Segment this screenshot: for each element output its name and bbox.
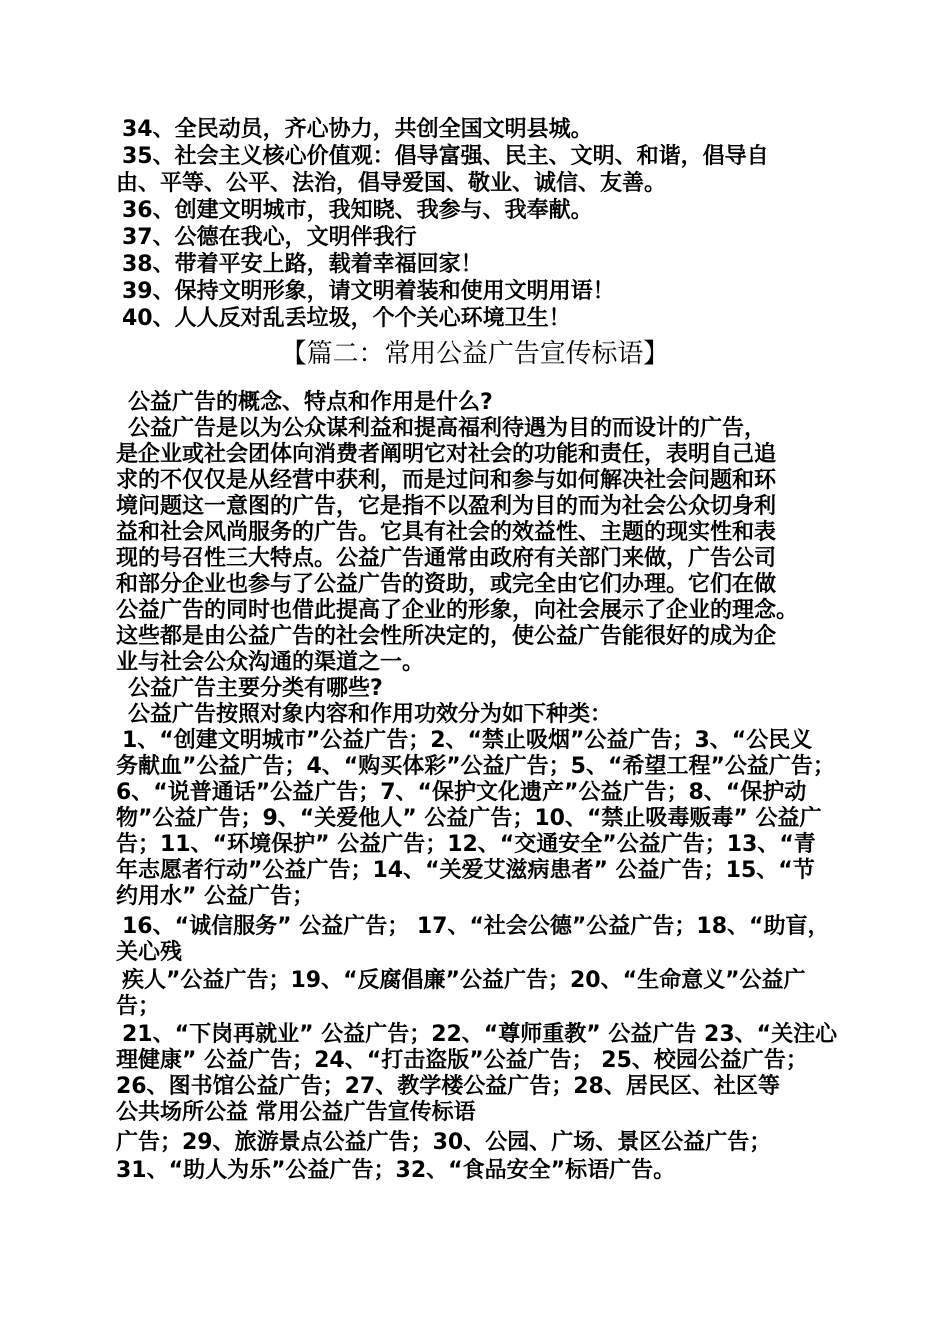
question-heading: 公益广告主要分类有哪些?: [128, 676, 383, 701]
body-line: 公益广告按照对象内容和作用功效分为如下种类：: [128, 702, 613, 727]
body-line: 告；: [116, 994, 161, 1019]
body-line: 31、“助人为乐”公益广告；32、“食品安全”标语广告。: [116, 1158, 676, 1183]
body-line: 广告；29、旅游景点公益广告；30、公园、广场、景区公益广告；: [116, 1130, 772, 1155]
body-line: 务献血”公益广告；4、“购买体彩”公益广告；5、“希望工程”公益广告；: [116, 754, 835, 779]
section-title: 【篇二：常用公益广告宣传标语】: [280, 339, 670, 369]
body-line: 现的号召性三大特点。公益广告通常由政府有关部门来做，广告公司: [116, 546, 777, 571]
body-line: 年志愿者行动”公益广告；14、“关爱艾滋病患者” 公益广告；15、“节: [116, 858, 815, 883]
slogan-line: 37、公德在我心，文明伴我行: [122, 225, 417, 250]
body-line: 公益广告的同时也借此提高了企业的形象，向社会展示了企业的理念。: [116, 598, 799, 623]
body-line: 理健康” 公益广告；24、“打击盗版”公益广告； 25、校园公益广告；: [116, 1048, 808, 1073]
body-line: 告；11、“环境保护” 公益广告；12、“交通安全”公益广告；13、“青: [116, 832, 816, 857]
body-line: 疾人”公益广告；19、“反腐倡廉”公益广告；20、“生命意义”公益广: [122, 968, 806, 993]
slogan-line: 35、社会主义核心价值观：倡导富强、民主、文明、和谐，倡导自: [122, 144, 769, 169]
body-line: 境问题这一意图的广告，它是指不以盈利为目的而为社会公众切身利: [116, 494, 777, 519]
body-line: 求的不仅仅是从经营中获利，而是过问和参与如何解决社会问题和环: [116, 468, 777, 493]
body-line: 6、“说普通话”公益广告；7、“保护文化遗产”公益广告；8、“保护动: [116, 780, 807, 805]
body-line: 26、图书馆公益广告；27、教学楼公益广告；28、居民区、社区等: [116, 1074, 780, 1099]
body-line: 和部分企业也参与了公益广告的资助，或完全由它们办理。它们在做: [116, 572, 777, 597]
slogan-line: 由、平等、公平、法治，倡导爱国、敬业、诚信、友善。: [116, 171, 667, 196]
body-line: 关心残: [116, 940, 183, 965]
slogan-line: 34、全民动员，齐心协力，共创全国文明县城。: [122, 117, 593, 142]
body-line: 21、“下岗再就业” 公益广告；22、“尊师重教” 公益广告 23、“关注心: [122, 1022, 838, 1047]
body-line: 这些都是由公益广告的社会性所决定的，使公益广告能很好的成为企: [116, 624, 777, 649]
question-heading: 公益广告的概念、特点和作用是什么?: [128, 390, 493, 415]
body-line: 公共场所公益 常用公益广告宣传标语: [116, 1100, 476, 1125]
slogan-line: 38、带着平安上路，载着幸福回家！: [122, 252, 483, 277]
slogan-line: 40、人人反对乱丢垃圾，个个关心环境卫生！: [122, 306, 571, 331]
body-line: 业与社会公众沟通的渠道之一。: [116, 650, 425, 675]
body-line: 16、“诚信服务” 公益广告； 17、“社会公德”公益广告；18、“助盲，: [122, 914, 830, 939]
body-line: 约用水” 公益广告；: [116, 884, 315, 909]
slogan-line: 36、创建文明城市，我知晓、我参与、我奉献。: [122, 198, 593, 223]
body-line: 物”公益广告；9、“关爱他人” 公益广告；10、“禁止吸毒贩毒” 公益广: [116, 806, 822, 831]
body-line: 益和社会风尚服务的广告。它具有社会的效益性、主题的现实性和表: [116, 520, 777, 545]
slogan-line: 39、保持文明形象，请文明着装和使用文明用语！: [122, 279, 615, 304]
body-line: 是企业或社会团体向消费者阐明它对社会的功能和责任，表明自己追: [116, 442, 777, 467]
body-line: 公益广告是以为公众谋利益和提高福利待遇为目的而设计的广告，: [128, 416, 767, 441]
body-line: 1、“创建文明城市”公益广告；2、“禁止吸烟”公益广告；3、“公民义: [122, 728, 813, 753]
